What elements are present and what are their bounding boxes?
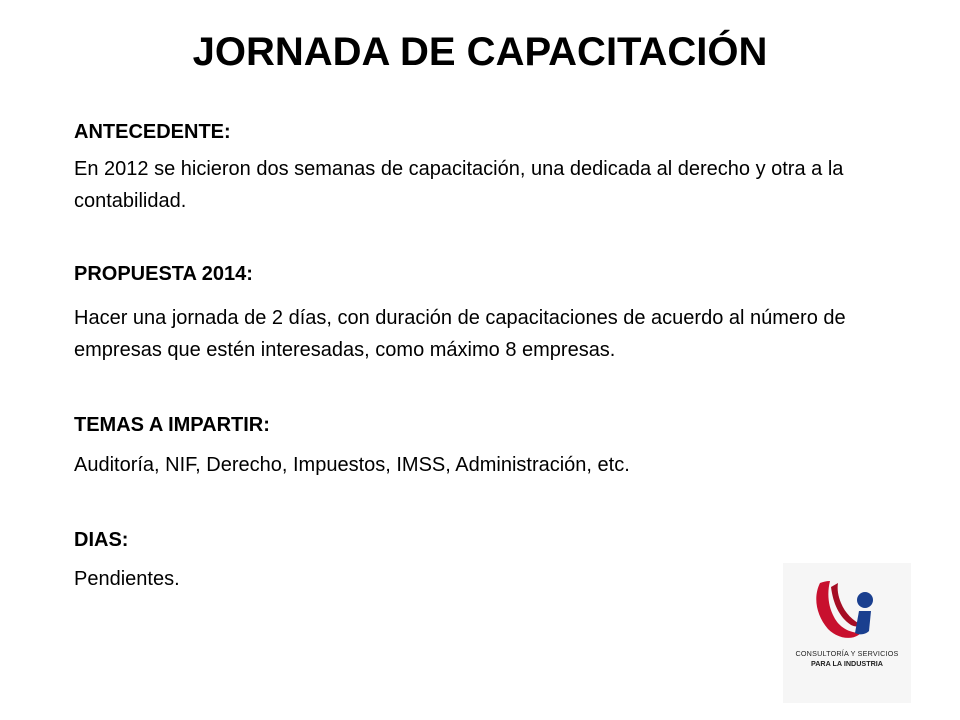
section-text-temas: Auditoría, NIF, Derecho, Impuestos, IMSS, Administración, etc.: [74, 454, 630, 476]
section-text-dias: Pendientes.: [74, 568, 180, 590]
section-heading-propuesta: PROPUESTA 2014:: [74, 263, 253, 285]
page-title: JORNADA DE CAPACITACIÓN: [192, 30, 768, 74]
section-heading-temas: TEMAS A IMPARTIR:: [74, 414, 270, 436]
logo-text-line1: CONSULTORÍA Y SERVICIOS: [795, 649, 899, 658]
section-heading-dias: DIAS:: [74, 529, 129, 551]
section-heading-antecedente: ANTECEDENTE:: [74, 121, 231, 143]
logo-mark-icon: [783, 563, 911, 649]
section-text-antecedente: En 2012 se hicieron dos semanas de capacitación, una dedicada al derecho y otra a la contabilidad.: [74, 158, 844, 212]
company-logo: [783, 563, 911, 703]
logo-text-line2: PARA LA INDUSTRIA: [810, 659, 883, 668]
section-text-propuesta: Hacer una jornada de 2 días, con duración de capacitaciones de acuerdo al número de empresas que estén interesadas, como máximo 8 empresas.: [74, 307, 846, 361]
